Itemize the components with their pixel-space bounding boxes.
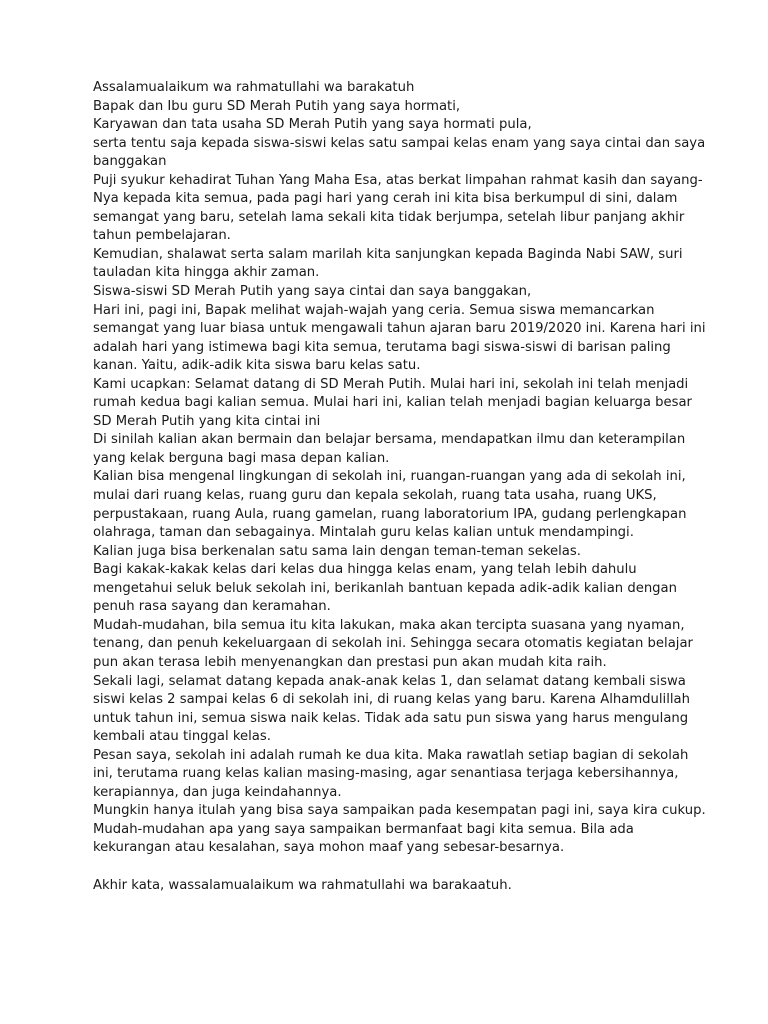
text-line: kekurangan atau kesalahan, saya mohon maaf yang sebesar-besarnya.	[93, 840, 565, 856]
text-line: Assalamualaikum wa rahmatullahi wa barakatuh	[93, 80, 415, 95]
text-line: yang kelak berguna bagi masa depan kalian.	[93, 450, 390, 466]
text-line: Di sinilah kalian akan bermain dan belajar bersama, mendapatkan ilmu dan keterampilan	[93, 432, 686, 448]
text-line: kerapiannya, dan juga keindahannya.	[93, 784, 342, 800]
text-line: Siswa-siswi SD Merah Putih yang saya cintai dan saya banggakan,	[93, 284, 532, 300]
text-line: Nya kepada kita semua, pada pagi hari yang cerah ini kita bisa berkumpul di sini, dalam	[93, 191, 678, 207]
text-line: olahraga, taman dan sebagainya. Mintalah guru kelas kalian untuk mendampingi.	[93, 525, 634, 541]
text-line: Kalian bisa mengenal lingkungan di sekolah ini, ruangan-ruangan yang ada di sekolah ini,	[93, 469, 686, 485]
text-line: rumah kedua bagi kalian semua. Mulai hari ini, kalian telah menjadi bagian keluarga besar	[93, 395, 692, 411]
text-line: Akhir kata, wassalamualaikum wa rahmatullahi wa barakaatuh.	[93, 877, 512, 893]
text-line: untuk tahun ini, semua siswa naik kelas. Tidak ada satu pun siswa yang harus mengulang	[93, 710, 689, 726]
text-line: kanan. Yaitu, adik-adik kita siswa baru kelas satu.	[93, 358, 421, 374]
text-line: pun akan terasa lebih menyenangkan dan prestasi pun akan mudah kita raih.	[93, 654, 607, 670]
text-line: Hari ini, pagi ini, Bapak melihat wajah-wajah yang ceria. Semua siswa memancarkan	[93, 302, 655, 318]
text-line: SD Merah Putih yang kita cintai ini	[93, 413, 321, 429]
text-line: Mudah-mudahan apa yang saya sampaikan bermanfaat bagi kita semua. Bila ada	[93, 821, 634, 837]
text-line: Kemudian, shalawat serta salam marilah kita sanjungkan kepada Baginda Nabi SAW, suri	[93, 246, 683, 262]
text-line: banggakan	[93, 154, 167, 170]
text-line: Sekali lagi, selamat datang kepada anak-anak kelas 1, dan selamat datang kembali siswa	[93, 673, 686, 689]
text-line: tahun pembelajaran.	[93, 228, 231, 244]
text-line: Pesan saya, sekolah ini adalah rumah ke dua kita. Maka rawatlah setiap bagian di sekolah	[93, 747, 689, 763]
text-line: Bagi kakak-kakak kelas dari kelas dua hingga kelas enam, yang telah lebih dahulu	[93, 562, 637, 578]
text-line: Bapak dan Ibu guru SD Merah Putih yang saya hormati,	[93, 98, 461, 114]
text-line: semangat yang luar biasa untuk mengawali tahun ajaran baru 2019/2020 ini. Karena hari ini	[93, 321, 706, 337]
text-line: siswi kelas 2 sampai kelas 6 di sekolah ini, di ruang kelas yang baru. Karena Alhamdulillah	[93, 692, 690, 708]
text-line: Mungkin hanya itulah yang bisa saya sampaikan pada kesempatan pagi ini, saya kira cukup.	[93, 803, 706, 819]
text-line: perpustakaan, ruang Aula, ruang gamelan, ruang laboratorium IPA, gudang perlengkapan	[93, 506, 687, 522]
text-line: semangat yang baru, setelah lama sekali kita tidak berjumpa, setelah libur panjang akhir	[93, 209, 685, 225]
text-line: mengetahui seluk beluk sekolah ini, berikanlah bantuan kepada adik-adik kalian dengan	[93, 580, 677, 596]
text-line: penuh rasa sayang dan keramahan.	[93, 599, 331, 615]
text-line: Mudah-mudahan, bila semua itu kita lakukan, maka akan tercipta suasana yang nyaman,	[93, 617, 685, 633]
text-line: Karyawan dan tata usaha SD Merah Putih yang saya hormati pula,	[93, 117, 532, 133]
text-line: kembali atau tinggal kelas.	[93, 729, 271, 745]
text-line: adalah hari yang istimewa bagi kita semua, terutama bagi siswa-siswi di barisan paling	[93, 339, 671, 355]
text-line: Kami ucapkan: Selamat datang di SD Merah Putih. Mulai hari ini, sekolah ini telah menjadi	[93, 376, 689, 392]
text-line	[93, 858, 673, 877]
text-line: Kalian juga bisa berkenalan satu sama lain dengan teman-teman sekelas.	[93, 543, 581, 559]
text-line: mulai dari ruang kelas, ruang guru dan kepala sekolah, ruang tata usaha, ruang UKS,	[93, 488, 657, 504]
text-line: tenang, dan penuh kekeluargaan di sekolah ini. Sehingga secara otomatis kegiatan belajar	[93, 636, 693, 652]
document-body	[93, 79, 706, 895]
text-line: ini, terutama ruang kelas kalian masing-masing, agar senantiasa terjaga kebersihannya,	[93, 766, 679, 782]
text-line: Puji syukur kehadirat Tuhan Yang Maha Esa, atas berkat limpahan rahmat kasih dan sayang-	[93, 172, 703, 188]
text-line: serta tentu saja kepada siswa-siswi kelas satu sampai kelas enam yang saya cintai dan saya	[93, 135, 706, 151]
text-line: tauladan kita hingga akhir zaman.	[93, 265, 320, 281]
